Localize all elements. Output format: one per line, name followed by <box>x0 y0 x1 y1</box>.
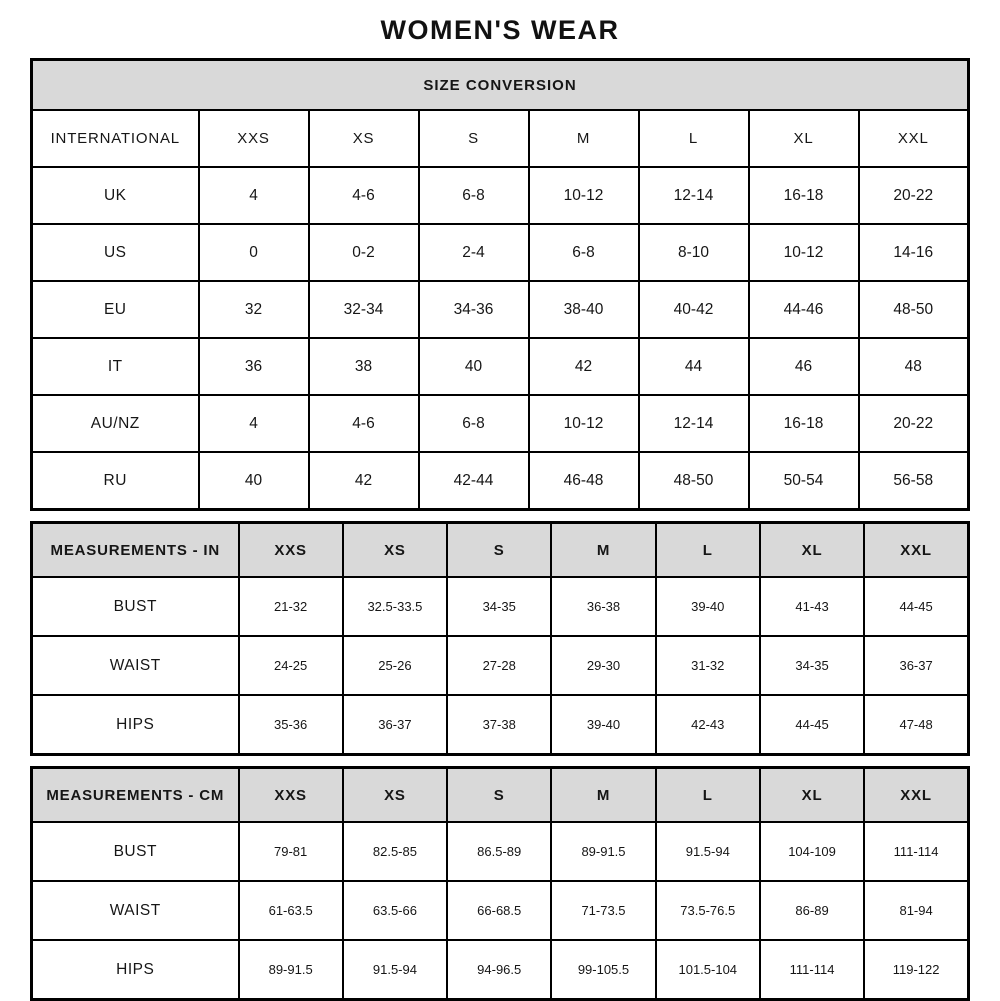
column-header-cell: XL <box>749 110 859 167</box>
value-cell: 46 <box>749 338 859 395</box>
row-label-cell: IT <box>32 338 199 395</box>
value-cell: 101.5-104 <box>656 940 760 1000</box>
value-cell: 36 <box>199 338 309 395</box>
value-cell: 104-109 <box>760 822 864 881</box>
table-row <box>32 695 969 755</box>
value-cell: 48 <box>859 338 969 395</box>
column-header-cell: XS <box>343 768 447 823</box>
row-label-cell: EU <box>32 281 199 338</box>
column-header-cell: XXL <box>864 523 968 578</box>
row-label-cell: RU <box>32 452 199 510</box>
row-label-cell: HIPS <box>32 940 239 1000</box>
size-conversion-table <box>30 58 970 511</box>
measurements-in-table <box>30 521 970 756</box>
value-cell: 42-43 <box>656 695 760 755</box>
value-cell: 61-63.5 <box>239 881 343 940</box>
value-cell: 41-43 <box>760 577 864 636</box>
value-cell: 81-94 <box>864 881 968 940</box>
corner-header-cell: MEASUREMENTS - CM <box>32 768 239 823</box>
value-cell: 32 <box>199 281 309 338</box>
column-header-cell: M <box>551 768 655 823</box>
value-cell: 12-14 <box>639 167 749 224</box>
value-cell: 56-58 <box>859 452 969 510</box>
value-cell: 31-32 <box>656 636 760 695</box>
row-label-cell: BUST <box>32 822 239 881</box>
value-cell: 39-40 <box>656 577 760 636</box>
column-header-cell: L <box>656 523 760 578</box>
value-cell: 99-105.5 <box>551 940 655 1000</box>
table-title-row <box>32 60 969 111</box>
table-row <box>32 224 969 281</box>
value-cell: 32.5-33.5 <box>343 577 447 636</box>
row-label-cell: US <box>32 224 199 281</box>
column-header-cell: XS <box>343 523 447 578</box>
table-row <box>32 452 969 510</box>
column-header-cell: M <box>529 110 639 167</box>
value-cell: 42-44 <box>419 452 529 510</box>
value-cell: 119-122 <box>864 940 968 1000</box>
value-cell: 86-89 <box>760 881 864 940</box>
value-cell: 36-38 <box>551 577 655 636</box>
value-cell: 89-91.5 <box>239 940 343 1000</box>
row-label-cell: AU/NZ <box>32 395 199 452</box>
value-cell: 63.5-66 <box>343 881 447 940</box>
column-header-cell: XXS <box>239 768 343 823</box>
value-cell: 6-8 <box>419 167 529 224</box>
value-cell: 36-37 <box>343 695 447 755</box>
value-cell: 47-48 <box>864 695 968 755</box>
value-cell: 86.5-89 <box>447 822 551 881</box>
value-cell: 34-36 <box>419 281 529 338</box>
value-cell: 4 <box>199 395 309 452</box>
value-cell: 12-14 <box>639 395 749 452</box>
row-label-cell: WAIST <box>32 636 239 695</box>
column-header-row <box>32 768 969 823</box>
table-row <box>32 577 969 636</box>
value-cell: 66-68.5 <box>447 881 551 940</box>
value-cell: 50-54 <box>749 452 859 510</box>
value-cell: 71-73.5 <box>551 881 655 940</box>
column-header-cell: L <box>639 110 749 167</box>
column-header-cell: M <box>551 523 655 578</box>
column-header-cell: XXS <box>239 523 343 578</box>
value-cell: 73.5-76.5 <box>656 881 760 940</box>
value-cell: 46-48 <box>529 452 639 510</box>
row-label-cell: HIPS <box>32 695 239 755</box>
value-cell: 14-16 <box>859 224 969 281</box>
value-cell: 89-91.5 <box>551 822 655 881</box>
value-cell: 20-22 <box>859 395 969 452</box>
value-cell: 16-18 <box>749 395 859 452</box>
value-cell: 44-45 <box>864 577 968 636</box>
value-cell: 32-34 <box>309 281 419 338</box>
value-cell: 44-45 <box>760 695 864 755</box>
table-row <box>32 940 969 1000</box>
table-row <box>32 636 969 695</box>
value-cell: 21-32 <box>239 577 343 636</box>
value-cell: 16-18 <box>749 167 859 224</box>
value-cell: 6-8 <box>419 395 529 452</box>
value-cell: 111-114 <box>760 940 864 1000</box>
value-cell: 40 <box>419 338 529 395</box>
value-cell: 36-37 <box>864 636 968 695</box>
value-cell: 111-114 <box>864 822 968 881</box>
value-cell: 42 <box>529 338 639 395</box>
table-row <box>32 167 969 224</box>
value-cell: 6-8 <box>529 224 639 281</box>
value-cell: 40 <box>199 452 309 510</box>
column-header-row <box>32 523 969 578</box>
value-cell: 8-10 <box>639 224 749 281</box>
value-cell: 4-6 <box>309 167 419 224</box>
value-cell: 44 <box>639 338 749 395</box>
value-cell: 10-12 <box>529 395 639 452</box>
value-cell: 4-6 <box>309 395 419 452</box>
table-row <box>32 881 969 940</box>
table-title-cell: SIZE CONVERSION <box>32 60 969 111</box>
value-cell: 4 <box>199 167 309 224</box>
column-header-row <box>32 110 969 167</box>
value-cell: 94-96.5 <box>447 940 551 1000</box>
column-header-cell: XXL <box>859 110 969 167</box>
value-cell: 34-35 <box>760 636 864 695</box>
page-title: WOMEN'S WEAR <box>380 15 620 45</box>
value-cell: 34-35 <box>447 577 551 636</box>
value-cell: 38 <box>309 338 419 395</box>
column-header-cell: XL <box>760 768 864 823</box>
value-cell: 20-22 <box>859 167 969 224</box>
value-cell: 2-4 <box>419 224 529 281</box>
column-header-cell: S <box>447 768 551 823</box>
column-header-cell: XS <box>309 110 419 167</box>
table-row <box>32 338 969 395</box>
column-header-cell: XL <box>760 523 864 578</box>
value-cell: 29-30 <box>551 636 655 695</box>
value-cell: 91.5-94 <box>343 940 447 1000</box>
corner-header-cell: INTERNATIONAL <box>32 110 199 167</box>
corner-header-cell: MEASUREMENTS - IN <box>32 523 239 578</box>
value-cell: 0 <box>199 224 309 281</box>
value-cell: 10-12 <box>749 224 859 281</box>
value-cell: 79-81 <box>239 822 343 881</box>
value-cell: 37-38 <box>447 695 551 755</box>
value-cell: 10-12 <box>529 167 639 224</box>
value-cell: 82.5-85 <box>343 822 447 881</box>
value-cell: 91.5-94 <box>656 822 760 881</box>
value-cell: 39-40 <box>551 695 655 755</box>
row-label-cell: BUST <box>32 577 239 636</box>
column-header-cell: S <box>447 523 551 578</box>
value-cell: 27-28 <box>447 636 551 695</box>
value-cell: 42 <box>309 452 419 510</box>
value-cell: 48-50 <box>859 281 969 338</box>
table-row <box>32 281 969 338</box>
value-cell: 24-25 <box>239 636 343 695</box>
column-header-cell: S <box>419 110 529 167</box>
value-cell: 0-2 <box>309 224 419 281</box>
row-label-cell: WAIST <box>32 881 239 940</box>
table-row <box>32 822 969 881</box>
value-cell: 48-50 <box>639 452 749 510</box>
table-row <box>32 395 969 452</box>
value-cell: 25-26 <box>343 636 447 695</box>
value-cell: 35-36 <box>239 695 343 755</box>
measurements-cm-table <box>30 766 970 1001</box>
value-cell: 44-46 <box>749 281 859 338</box>
column-header-cell: XXS <box>199 110 309 167</box>
row-label-cell: UK <box>32 167 199 224</box>
column-header-cell: L <box>656 768 760 823</box>
value-cell: 38-40 <box>529 281 639 338</box>
value-cell: 40-42 <box>639 281 749 338</box>
column-header-cell: XXL <box>864 768 968 823</box>
